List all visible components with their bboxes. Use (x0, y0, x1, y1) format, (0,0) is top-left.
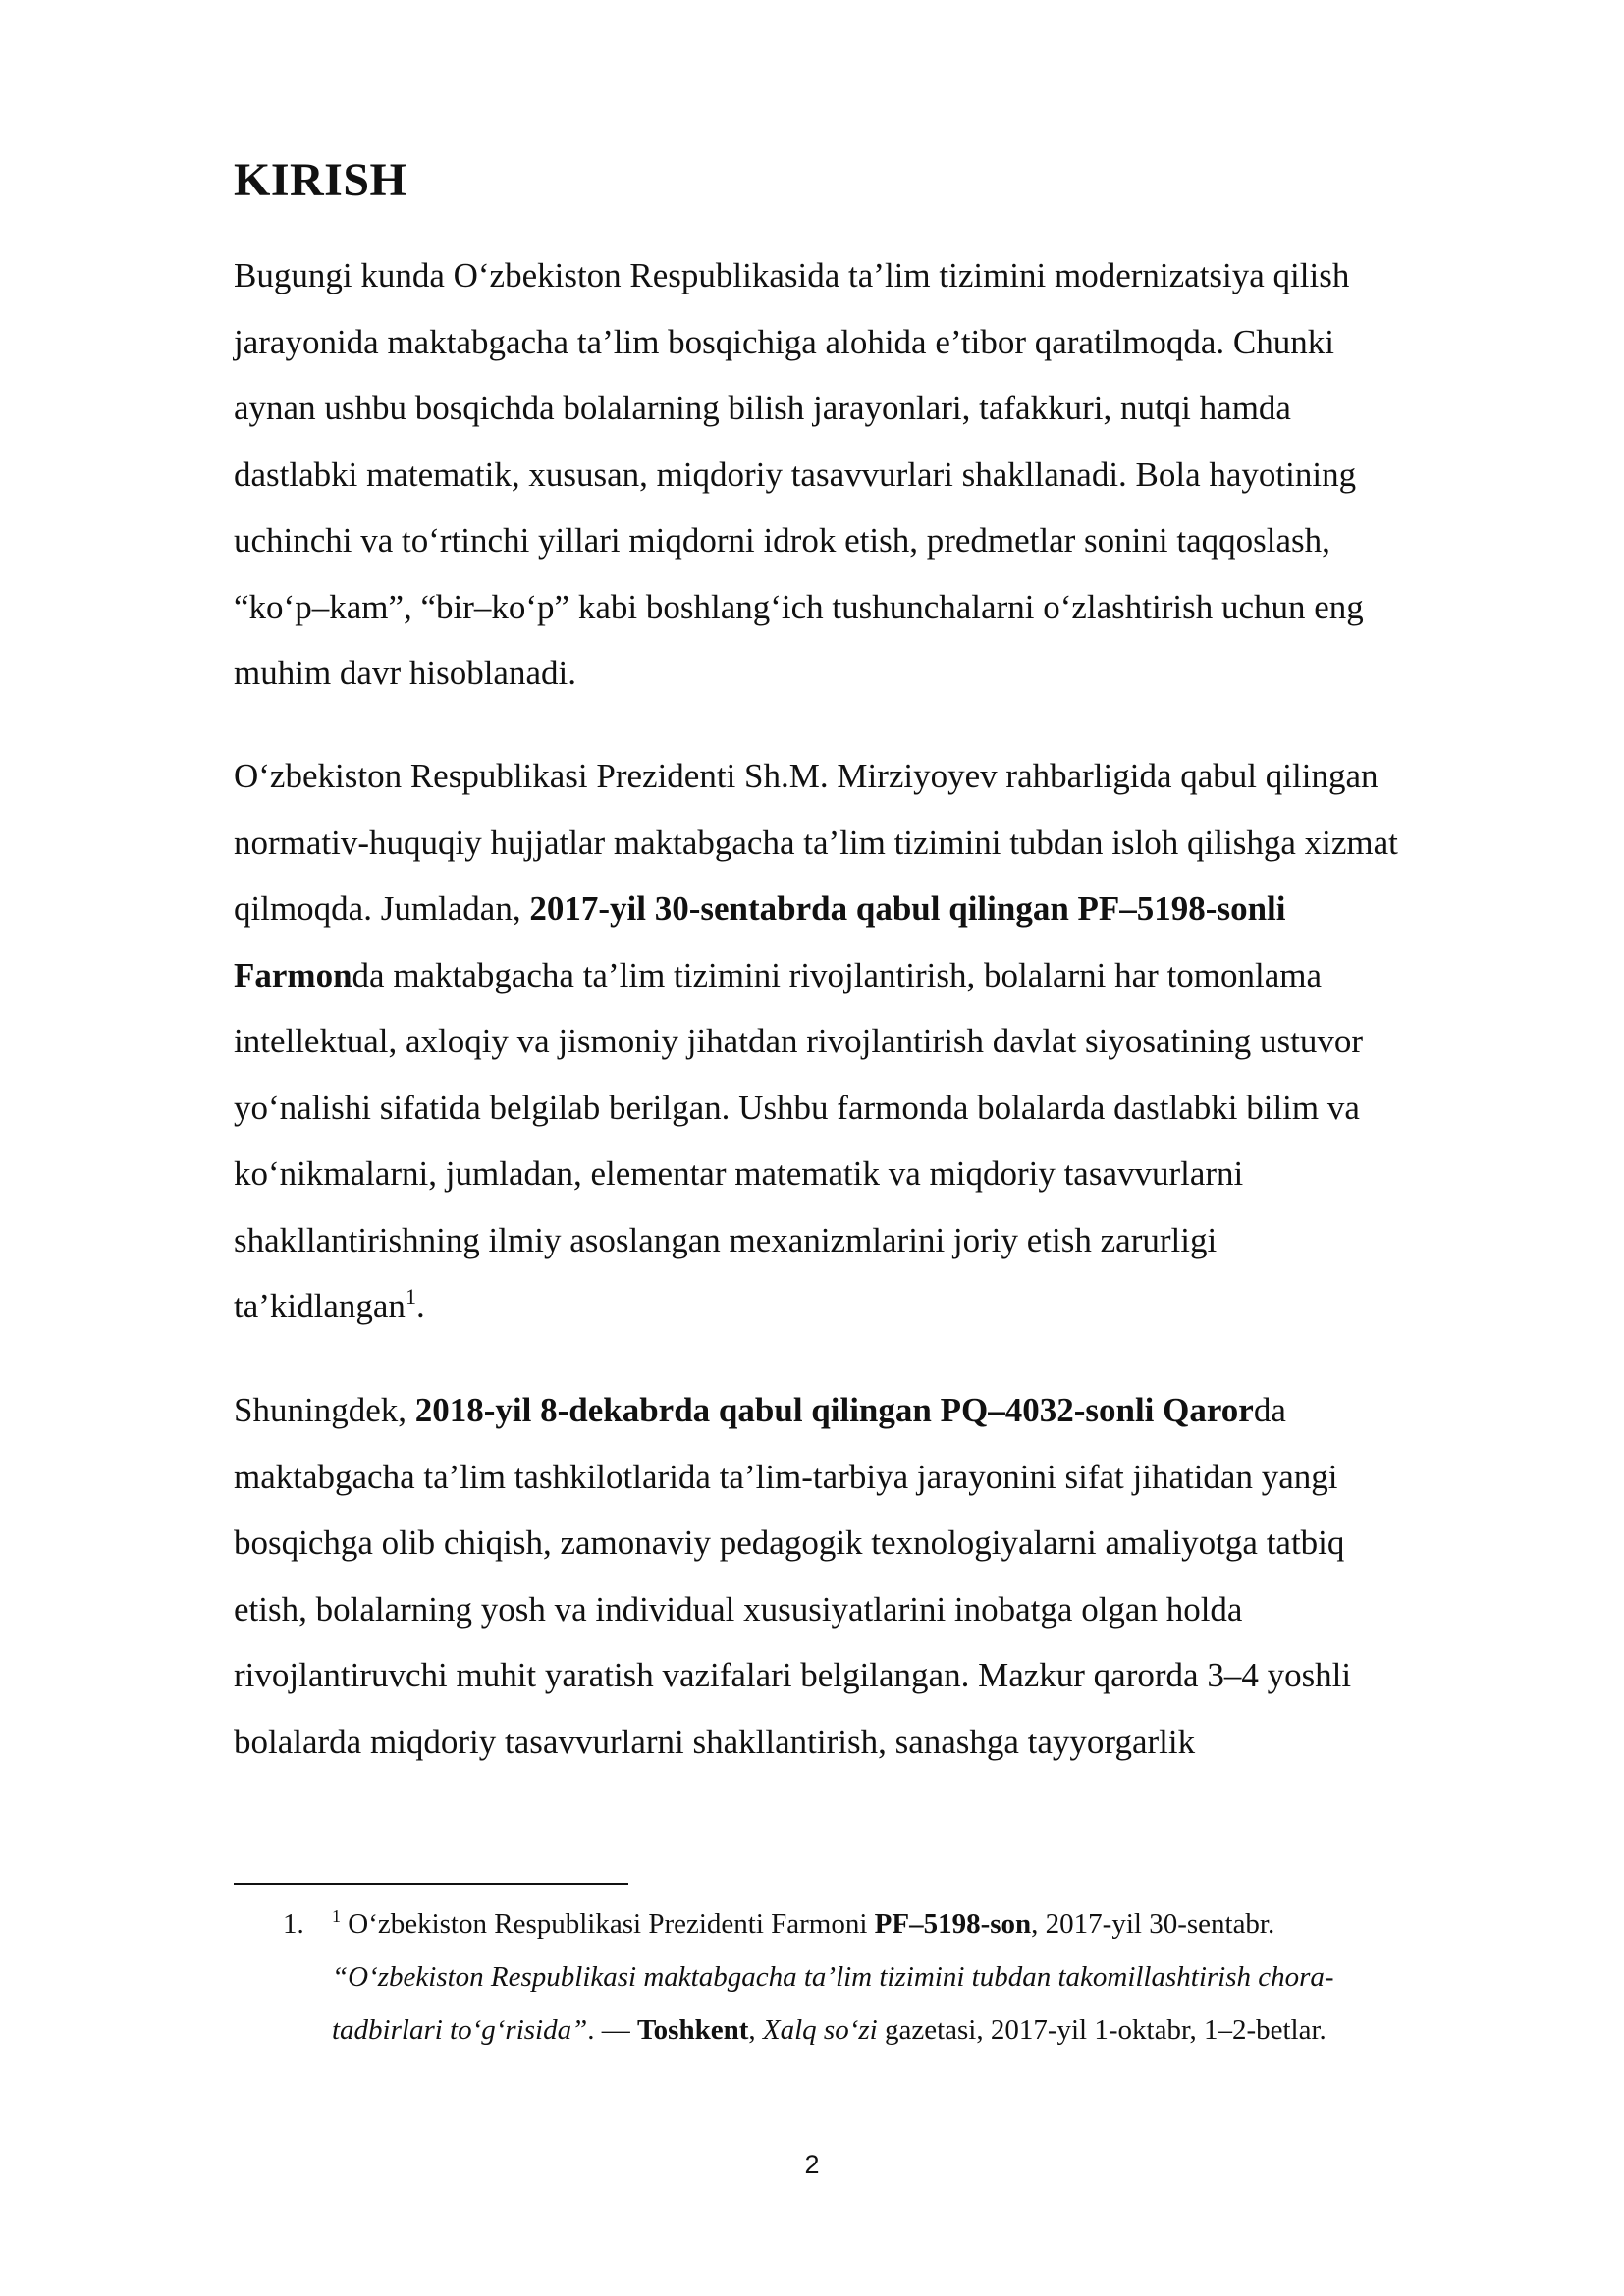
text-line: intellektual, axloqiy va jismoniy jihatdan rivojlantirish davlat siyosatining ustuvor (234, 1022, 1363, 1060)
text-run: Shuningdek, (234, 1391, 415, 1429)
footnote-marker: 1 (332, 1906, 341, 1926)
text-line: O‘zbekiston Respublikasi Prezidenti Sh.M. Mirziyoyev rahbarligida qabul qilingan (234, 757, 1379, 795)
text-line (234, 1273, 1540, 1340)
text-line: uchinchi va to‘rtinchi yillari miqdorni idrok etish, predmetlar sonini taqqoslash, (234, 521, 1330, 560)
text-line: Bugungi kunda O‘zbekiston Respublikasida ta’lim tizimini modernizatsiya qilish (234, 256, 1350, 294)
footnote-body (332, 1897, 1540, 2056)
text-line: etish, bolalarning yosh va individual xususiyatlarini inobatga olgan holda (234, 1589, 1243, 1629)
footnote-separator (234, 1883, 628, 1885)
text-line: ko‘nikmalarni, jumladan, elementar matematik va miqdoriy tasavvurlarni (234, 1154, 1244, 1193)
text-line: aynan ushbu bosqichda bolalarning bilish jarayonlari, tafakkuri, nutqi hamda (234, 389, 1291, 427)
section-heading: KIRISH (234, 154, 407, 206)
decree-title-italic: tadbirlari to‘g‘risida” (332, 2014, 588, 2046)
footnote-line (332, 2003, 1540, 2056)
paragraph-decree (234, 743, 1540, 1340)
paragraph-intro (234, 242, 1540, 707)
text-line: shakllantirishning ilmiy asoslangan mexanizmlarini joriy etish zarurligi (234, 1220, 1218, 1259)
text-run: , 2017-yil 30-sentabr. (1031, 1908, 1275, 1940)
text-line: bosqichga olib chiqish, zamonaviy pedagogik texnologiyalarni amaliyotga tatbiq (234, 1523, 1345, 1562)
text-run: gazetasi, 2017-yil 1-oktabr, 1–2-betlar. (877, 2014, 1326, 2046)
footnote-number: 1. (283, 1908, 304, 1940)
decree-reference-bold: Farmon (234, 955, 352, 994)
text-run: . — (587, 2014, 637, 2046)
page-number: 2 (804, 2150, 820, 2179)
text-run: qilmoqda. Jumladan, (234, 889, 530, 928)
text-line: jarayonida maktabgacha ta’lim bosqichiga alohida e’tibor qaratilmoqda. Chunki (234, 322, 1334, 361)
text-run: . (415, 1287, 425, 1325)
newspaper-italic: Xalq so‘zi (762, 2014, 878, 2046)
text-run: O‘zbekiston Respublikasi Prezidenti Farmoni (341, 1908, 875, 1940)
footnote-line (332, 1950, 1540, 2003)
decree-title-italic: “O‘zbekiston Respublikasi maktabgacha ta’lim tizimini tubdan takomillashtirish chora- (332, 1961, 1334, 1993)
city-bold: Toshkent (637, 2014, 749, 2046)
text-line: bolalarda miqdoriy tasavvurlarni shakllantirish, sanashga tayyorgarlik (234, 1722, 1196, 1761)
text-line: rivojlantiruvchi muhit yaratish vazifalari belgilangan. Mazkur qarorda 3–4 yoshli (234, 1656, 1352, 1694)
text-line: “ko‘p–kam”, “bir–ko‘p” kabi boshlang‘ich tushunchalarni o‘zlashtirish uchun eng (234, 587, 1364, 626)
text-line: dastlabki matematik, xususan, miqdoriy tasavvurlari shakllanadi. Bola hayotining (234, 454, 1357, 494)
decree-reference-bold: 2017-yil 30-sentabrda qabul qilingan PF–5198-sonli (529, 889, 1286, 928)
text-line (234, 942, 1540, 1009)
footnote-line (332, 1897, 1540, 1950)
paragraph-resolution (234, 1377, 1540, 1775)
text-line (234, 1377, 1540, 1444)
text-line: yo‘nalishi sifatida belgilab berilgan. Ushbu farmonda bolalarda dastlabki bilim va (234, 1088, 1360, 1127)
decree-code-bold: PF–5198-son (874, 1908, 1032, 1940)
resolution-reference-bold: 2018-yil 8-dekabrda qabul qilingan PQ–4032-sonli Qaror (414, 1391, 1254, 1429)
text-line: normativ-huquqiy hujjatlar maktabgacha ta’lim tizimini tubdan isloh qilishga xizmat (234, 823, 1398, 862)
text-run: da maktabgacha ta’lim tizimini rivojlantirish, bolalarni har tomonlama (352, 955, 1323, 994)
text-line: muhim davr hisoblanadi. (234, 654, 576, 692)
footnote-reference[interactable]: 1 (405, 1284, 416, 1308)
text-run: da (1253, 1391, 1286, 1429)
text-line: maktabgacha ta’lim tashkilotlarida ta’lim-tarbiya jarayonini sifat jihatidan yangi (234, 1457, 1338, 1496)
text-run: ta’kidlangan (234, 1287, 406, 1325)
text-line (234, 876, 1540, 942)
text-run: , (748, 2014, 763, 2046)
